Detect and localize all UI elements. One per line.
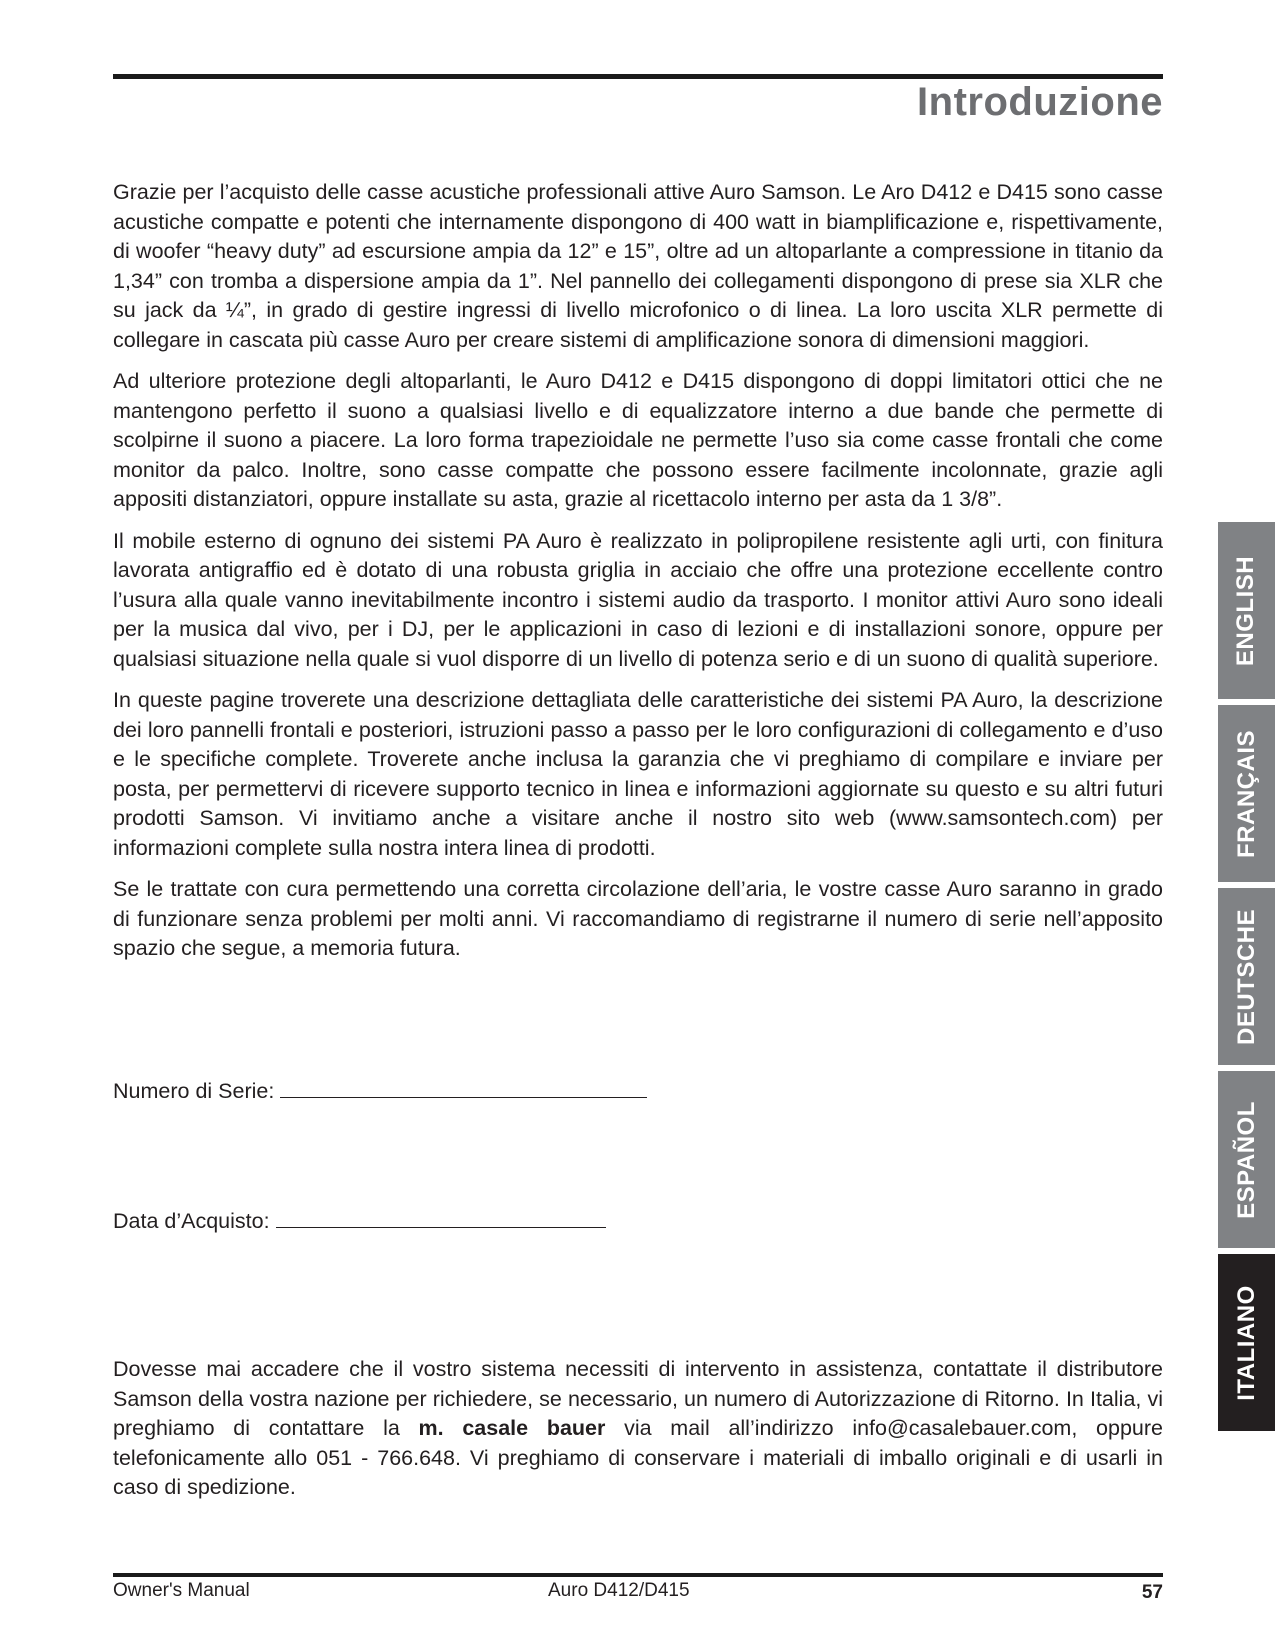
language-tab-label: ESPAÑOL <box>1232 1100 1260 1219</box>
language-tab-label: DEUTSCHE <box>1232 908 1260 1045</box>
serial-number-label: Numero di Serie: <box>113 1079 275 1103</box>
language-tab-francais[interactable] <box>1218 705 1275 882</box>
footer-model-label: Auro D412/D415 <box>548 1580 690 1601</box>
header-rule <box>113 74 1163 79</box>
service-text-before: Dovesse mai accadere che il vostro sistema necessiti di intervento in assistenza, contattate il distributore Samson della vostra nazione per richiedere, se necessario, un numero di Autorizzazione di Ritorno. In Italia, vi preghiamo di contattare la <box>113 1357 1163 1440</box>
language-tab-label: ENGLISH <box>1232 555 1260 666</box>
footer-rule <box>113 1573 1163 1577</box>
purchase-date-label: Data d’Acquisto: <box>113 1209 270 1233</box>
serial-number-field <box>113 1075 647 1104</box>
language-tab-label: FRANÇAIS <box>1232 729 1260 858</box>
language-tab-label: ITALIANO <box>1232 1284 1260 1401</box>
paragraph: In queste pagine troverete una descrizione dettagliata delle caratteristiche dei sistemi PA Auro, la descrizione dei loro pannelli frontali e posteriori, istruzioni passo a passo per le loro configurazioni di collegamento e d’uso e le specifiche complete. Troverete anche inclusa la garanzia che vi preghiamo di compilare e inviare per posta, per permettervi di ricevere supporto tecnico in linea e informazioni aggiornate su questo e su altri futuri prodotti Samson. Vi invitiamo anche a visitare anche il nostro sito web (www.samsontech.com) per informazioni complete sulla nostra intera linea di prodotti. <box>113 688 1163 860</box>
purchase-date-line <box>276 1205 606 1228</box>
page-title: Introduzione <box>917 80 1163 124</box>
language-tab-espanol[interactable] <box>1218 1071 1275 1248</box>
paragraph: Se le trattate con cura permettendo una corretta circolazione dell’aria, le vostre casse Auro saranno in grado di funzionare senza problemi per molti anni. Vi raccomandiamo di registrarne il numero di serie nell’apposito spazio che segue, a memoria futura. <box>113 877 1163 960</box>
footer-manual-label: Owner's Manual <box>113 1580 250 1601</box>
page-number: 57 <box>1141 1582 1163 1603</box>
service-text-after: via mail all’indirizzo info@casalebauer.com, oppure telefonicamente allo 051 - 766.648. Vi preghiamo di conservare i materiali di imballo originali e di usarli in caso di spedizione. <box>113 1416 1163 1499</box>
intro-body <box>113 178 1163 976</box>
language-tab-english[interactable] <box>1218 522 1275 699</box>
distributor-name: m. casale bauer <box>418 1416 606 1440</box>
paragraph: Grazie per l’acquisto delle casse acustiche professionali attive Auro Samson. Le Aro D412 e D415 sono casse acustiche compatte e potenti che internamente dispongono di 400 watt in biamplificazione e, rispettivamente, di woofer “heavy duty” ad escursione ampia da 12” e 15”, oltre ad un altoparlante a compressione in titanio da 1,34” con tromba a dispersione ampia da 1”. Nel pannello dei collegamenti dispongono di prese sia XLR che su jack da ¼”, in grado di gestire ingressi di livello microfonico o di linea. La loro uscita XLR permette di collegare in cascata più casse Auro per creare sistemi di amplificazione sonora di dimensioni maggiori. <box>113 180 1163 352</box>
language-tab-deutsche[interactable] <box>1218 888 1275 1065</box>
service-paragraph <box>113 1355 1163 1503</box>
language-tab-italiano[interactable] <box>1218 1254 1275 1431</box>
paragraph: Il mobile esterno di ognuno dei sistemi PA Auro è realizzato in polipropilene resistente agli urti, con finitura lavorata antigraffio ed è dotato di una robusta griglia in acciaio che offre una protezione eccellente contro l’usura alla quale vanno inevitabilmente incontro i sistemi audio da trasporto. I monitor attivi Auro sono ideali per la musica dal vivo, per i DJ, per le applicazioni in caso di lezioni e di installazioni sonore, oppure per qualsiasi situazione nella quale si vuol disporre di un livello di potenza serio e di un suono di qualità superiore. <box>113 528 1163 671</box>
paragraph: Ad ulteriore protezione degli altoparlanti, le Auro D412 e D415 dispongono di doppi limitatori ottici che ne mantengono perfetto il suono a qualsiasi livello e di equalizzatore interno a due bande che permette di scolpirne il suono a piacere. La loro forma trapezioidale ne permette l’uso sia come casse frontali che come monitor da palco. Inoltre, sono casse compatte che possono essere facilmente incolonnate, grazie agli appositi distanziatori, oppure installate su asta, grazie al ricettacolo interno per asta da 1 3/8”. <box>113 369 1163 511</box>
serial-number-line <box>280 1075 647 1098</box>
language-tabs <box>1218 522 1275 1437</box>
purchase-date-field <box>113 1205 606 1234</box>
